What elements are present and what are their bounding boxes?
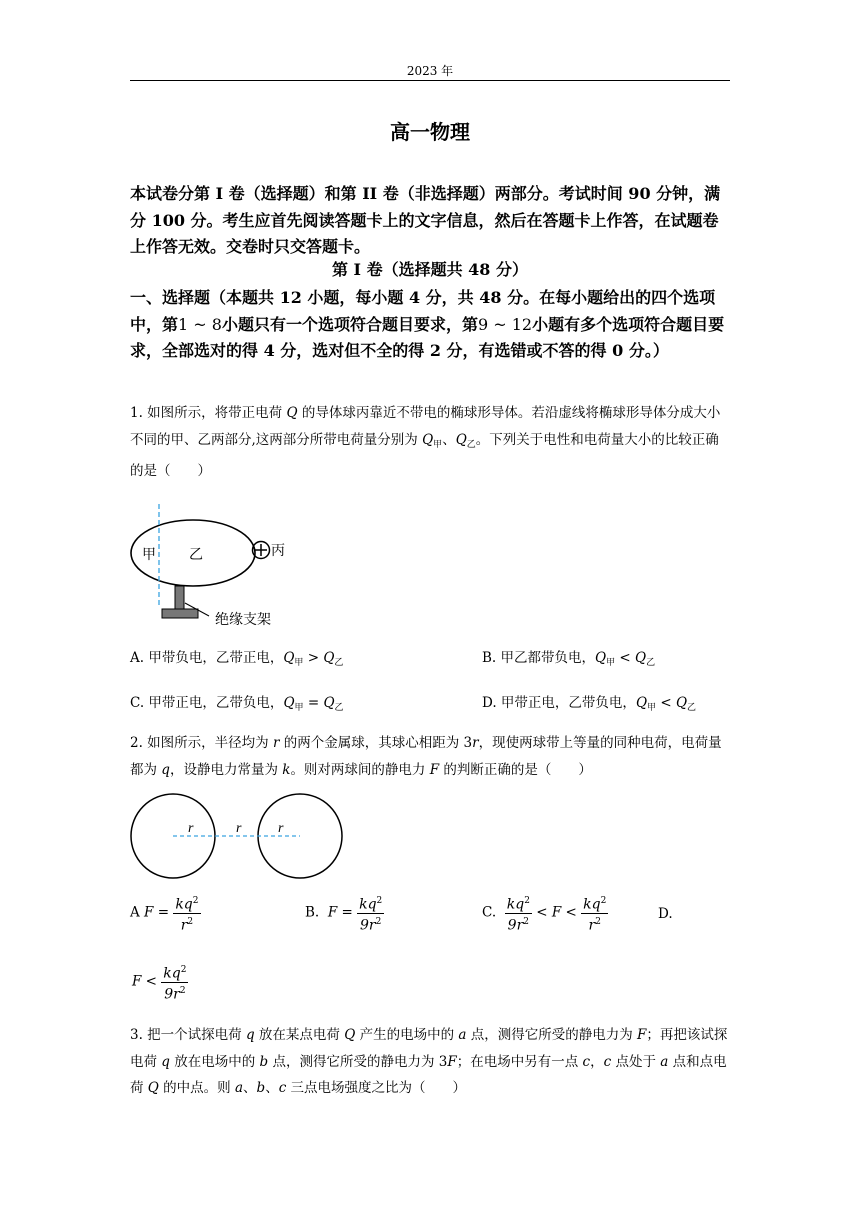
q3-t-d: 点，测得它所受的静电力为 — [466, 1027, 638, 1043]
q1-c-text: C. 甲带正电，乙带负电， — [130, 695, 284, 711]
q2-a-num: kq — [175, 896, 193, 913]
q1-text-a: 1. 如图所示，将带正电荷 — [130, 405, 287, 421]
q3-v-c2: c — [603, 1053, 612, 1070]
q1-figure — [125, 500, 325, 640]
section-heading: 第 I 卷（选择题共 48 分） — [331, 260, 529, 279]
q1-c-Q2: Q — [323, 695, 335, 711]
q3-v-a1: a — [458, 1027, 467, 1043]
label-bing: 丙 — [271, 542, 285, 558]
q2-b-den: 9r — [360, 917, 376, 934]
q2-c-fraction-right — [581, 893, 608, 933]
q2-text-a: 2. 如图所示，半径均为 — [130, 735, 273, 751]
q1-d-s2: 乙 — [687, 703, 697, 713]
q2-c-lt1: < — [536, 904, 548, 921]
stand-post — [175, 586, 184, 609]
q2-text-b: 的两个金属球，其球心相距为 3 — [279, 735, 473, 751]
q1-a-Q1: Q — [283, 650, 295, 666]
q2-d-F: F — [132, 973, 142, 990]
q2-c-den1-pow: 2 — [523, 916, 529, 927]
q3-v-Q1: Q — [344, 1027, 356, 1043]
q1-d-rel: < — [660, 695, 672, 711]
q1-sep: 、 — [442, 431, 456, 448]
q2-b-F: F — [327, 904, 338, 921]
q1-c-rel: = — [307, 695, 320, 711]
stand-base — [162, 609, 198, 618]
q2-var-r2: r — [472, 735, 479, 751]
header-divider — [130, 80, 730, 81]
q1-var-Q: Q — [286, 405, 298, 421]
label-r-right: r — [278, 821, 284, 836]
q2-d-num-pow: 2 — [180, 965, 187, 975]
q3-t-f: 放在电场中的 — [169, 1053, 260, 1070]
label-stand: 绝缘支架 — [215, 611, 271, 627]
q1-c-s1: 甲 — [294, 703, 304, 713]
q2-c-label: C. — [482, 904, 497, 921]
q3-t-l: 的中点。则 — [158, 1080, 235, 1096]
q2-a-label: A — [130, 904, 145, 921]
q2-var-F: F — [429, 761, 440, 778]
q1-b-text: B. 甲乙都带负电， — [482, 650, 596, 666]
q2-a-num-pow: 2 — [192, 896, 199, 906]
q2-d-den-pow: 2 — [179, 985, 186, 996]
q2-c-num2: kq — [583, 896, 601, 913]
q1-d-s1: 甲 — [647, 703, 657, 713]
q2-a-F: F — [144, 904, 154, 921]
q1-var-Q-jia: Q — [422, 431, 434, 448]
q2-a-fraction — [173, 893, 200, 933]
q1-b-s2: 乙 — [646, 658, 656, 668]
page-title: 高一物理 — [390, 120, 470, 144]
range-1-8: 1 ~ 8 — [178, 314, 222, 334]
q2-b-eq: = — [341, 904, 353, 921]
page-header: 2023 年 — [406, 64, 454, 78]
q3-t-a: 3. 把一个试探电荷 — [130, 1027, 246, 1043]
label-yi: 乙 — [189, 546, 203, 562]
q1-option-a[interactable] — [130, 646, 343, 668]
q3-t-b: 放在某点电荷 — [254, 1027, 345, 1043]
q2-c-den1: 9r — [507, 917, 524, 934]
q3-v-F2: F — [447, 1053, 457, 1070]
q1-option-d[interactable] — [482, 691, 696, 713]
label-r-middle: r — [236, 821, 242, 836]
q2-d-lt: < — [145, 973, 157, 990]
q1-a-Q2: Q — [323, 650, 335, 666]
q2-a-eq: = — [157, 904, 170, 921]
q2-option-d-label[interactable]: D. — [658, 906, 673, 922]
q2-c-F: F — [551, 904, 562, 921]
q1-text-b: 的导体球丙靠近不带电的椭球形导体。若沿虚线将椭球形导体分成大小不同的甲、乙两部分,这两部分所带电荷量分别为 — [130, 405, 721, 448]
q1-option-b[interactable] — [482, 646, 655, 668]
q3-t-j: 点处于 — [611, 1053, 661, 1070]
q1-text-c: 。下列关于电性和电荷量大小的比较正确的是（ ） — [130, 431, 719, 479]
q1-var-Q-yi: Q — [455, 431, 467, 448]
q2-var-k: k — [282, 761, 291, 778]
q3-v-Q2: Q — [147, 1080, 159, 1096]
q3-v-q1: q — [245, 1027, 255, 1043]
q1-c-s2: 乙 — [334, 703, 344, 713]
label-jia: 甲 — [142, 546, 156, 562]
part-text-b: 小题只有一个选项符合题目要求，第 — [221, 314, 478, 334]
q1-b-rel: < — [619, 650, 631, 666]
exam-intro: 本试卷分第 I 卷（选择题）和第 II 卷（非选择题）两部分。考试时间 90 分钟，满分 100 分。考生应首先阅读答题卡上的文字信息，然后在答题卡上作答，在试题卷上作答无效。交卷时只交答题卡。 — [130, 184, 721, 256]
q3-v-a2: a — [660, 1053, 669, 1070]
q3-t-k: 点和点电荷 — [130, 1053, 727, 1096]
part-instructions — [130, 285, 732, 365]
q3-v-F1: F — [637, 1027, 647, 1043]
q1-a-text: A. 甲带负电，乙带正电， — [130, 650, 284, 666]
q3-v-a3: a — [234, 1080, 244, 1096]
q2-c-den2-pow: 2 — [595, 916, 601, 927]
q1-a-s1: 甲 — [294, 658, 304, 668]
q3-t-o: 三点电场强度之比为（ ） — [286, 1080, 467, 1096]
q1-d-text: D. 甲带正电，乙带负电， — [482, 695, 636, 711]
q1-sub-jia: 甲 — [433, 439, 443, 450]
q2-d-den: 9r — [164, 986, 180, 1003]
q1-option-c[interactable] — [130, 691, 344, 713]
q2-option-c[interactable] — [482, 893, 608, 933]
q2-c-lt2: < — [565, 904, 577, 921]
q2-d-fraction — [161, 962, 188, 1002]
q2-b-num-pow: 2 — [376, 896, 383, 906]
q3-t-e: ；再把该试探电荷 — [130, 1027, 728, 1070]
q1-a-s2: 乙 — [334, 658, 344, 668]
q2-var-q: q — [161, 761, 170, 778]
q1-d-Q1: Q — [635, 695, 648, 711]
q1-c-Q1: Q — [283, 695, 295, 711]
q3-v-b2: b — [256, 1080, 266, 1096]
q3-t-c: 产生的电场中的 — [355, 1027, 459, 1043]
q2-a-den-pow: 2 — [187, 916, 194, 927]
label-r-left: r — [188, 821, 194, 836]
q2-b-fraction — [357, 893, 384, 933]
q1-sub-yi: 乙 — [466, 439, 476, 450]
q3-v-q2: q — [161, 1053, 170, 1070]
q1-b-Q2: Q — [635, 650, 647, 666]
part-text-c: 小题有多个选项符合题目要求，全部选对的得 4 分，选对但不全的得 2 分，有选错或不答的得 0 分。） — [130, 314, 725, 360]
q2-text-f: 的判断正确的是（ ） — [439, 761, 592, 778]
q3-t-i: ， — [590, 1053, 604, 1070]
q2-c-num1-pow: 2 — [524, 896, 530, 906]
question-2-stem — [130, 730, 732, 783]
q2-text-e: 。则对两球间的静电力 — [290, 761, 430, 778]
q3-v-b1: b — [259, 1053, 269, 1070]
q2-d-num: kq — [163, 965, 181, 982]
q2-option-b[interactable] — [305, 893, 384, 933]
q2-text-c: ，现使两球带上等量的同种电荷，电荷量都为 — [130, 735, 722, 778]
q3-t-h: ；在电场中另有一点 — [456, 1053, 583, 1070]
q3-t-g: 点，测得它所受的静电力为 3 — [268, 1053, 448, 1070]
q3-v-c1: c — [582, 1053, 591, 1070]
part-text-a: 一、选择题（本题共 12 小题，每小题 4 分，共 48 分。在每小题给出的四个选项中，第 — [130, 288, 716, 334]
q2-option-d-expression[interactable] — [132, 962, 188, 1002]
q3-t-n: 、 — [265, 1080, 279, 1096]
question-3-stem — [130, 1022, 732, 1102]
q3-t-m: 、 — [243, 1080, 257, 1096]
q1-a-rel: > — [307, 650, 320, 666]
q3-v-c3: c — [278, 1080, 287, 1096]
q1-b-Q1: Q — [595, 650, 607, 666]
q1-d-Q2: Q — [675, 695, 688, 711]
q2-a-den: r — [180, 917, 188, 934]
q2-c-fraction-left — [505, 893, 532, 933]
q2-b-label: B. — [305, 904, 320, 921]
q2-text-d: ，设静电力常量为 — [169, 761, 283, 778]
q2-b-den-pow: 2 — [375, 916, 382, 927]
q2-c-num1: kq — [506, 896, 525, 913]
q1-b-s1: 甲 — [606, 658, 616, 668]
q2-figure — [128, 790, 350, 882]
range-9-12: 9 ~ 12 — [477, 314, 533, 334]
q2-option-a[interactable] — [130, 893, 201, 933]
q2-c-den2: r — [588, 917, 596, 934]
q2-var-r: r — [272, 735, 280, 751]
question-1-stem — [130, 400, 732, 485]
q2-c-num2-pow: 2 — [600, 896, 607, 906]
q2-b-num: kq — [359, 896, 377, 913]
